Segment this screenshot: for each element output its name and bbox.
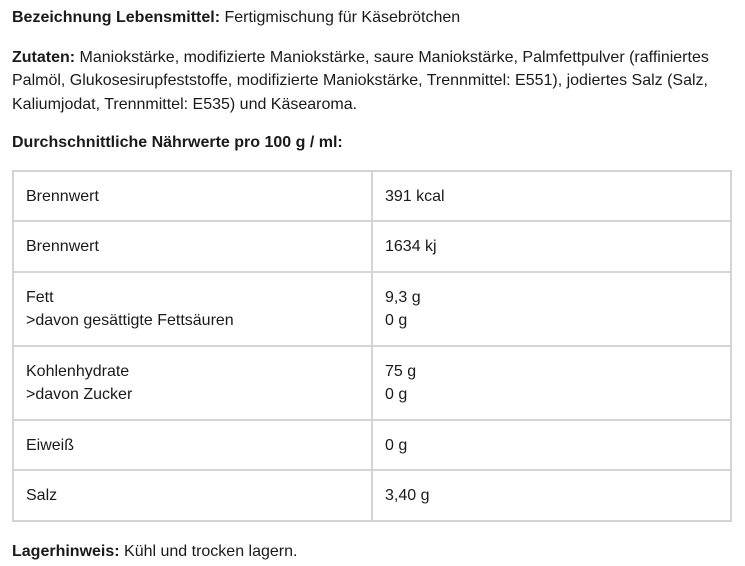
nutrient-label: Kohlenhydrate — [26, 362, 130, 380]
nutrient-value: 0 g — [372, 420, 731, 471]
table-row — [13, 171, 731, 222]
nutrient-value: 1634 kj — [372, 221, 731, 272]
nutrition-table — [12, 170, 732, 522]
table-row — [13, 346, 731, 420]
storage-value: Kühl und trocken lagern. — [119, 542, 298, 560]
ingredients-value: Maniokstärke, modifizierte Maniokstärke, saure Maniokstärke, Palmfettpulver (raffiniertes Palmöl, Glukosesirupfeststoffe, modifizierte Maniokstärke, Trennmittel: E551), jodiertes Salz (Salz, Kaliumjodat, Trennmittel: E535) und Käsearoma. — [12, 48, 709, 113]
nutrient-label-cell — [13, 346, 372, 420]
nutrient-label-cell — [13, 272, 372, 346]
nutrient-label: Brennwert — [13, 221, 372, 272]
product-name-value: Fertigmischung für Käsebrötchen — [220, 9, 461, 26]
nutrient-label: Fett — [26, 288, 54, 306]
nutrient-sub-label: >davon gesättigte Fettsäuren — [26, 312, 234, 329]
nutrient-sub-value: 0 g — [385, 386, 408, 403]
nutrient-value: 9,3 g — [385, 288, 421, 306]
nutrient-value-cell — [372, 272, 731, 346]
nutrient-value-cell — [372, 346, 731, 420]
nutrient-value: 75 g — [385, 362, 417, 380]
ingredients-label: Zutaten: — [12, 48, 76, 66]
table-row — [13, 420, 731, 471]
nutrient-value: 3,40 g — [372, 470, 731, 521]
storage-label: Lagerhinweis: — [12, 542, 120, 560]
nutrition-heading: Durchschnittliche Nährwerte pro 100 g / ml: — [12, 134, 343, 151]
table-row — [13, 221, 731, 272]
table-row — [13, 272, 731, 346]
ingredients-paragraph — [12, 46, 733, 117]
product-name-label: Bezeichnung Lebensmittel: — [12, 9, 221, 26]
nutrient-sub-label: >davon Zucker — [26, 386, 133, 403]
product-name-line — [12, 6, 733, 30]
storage-line — [12, 540, 733, 564]
nutrient-label: Salz — [13, 470, 372, 521]
nutrient-value: 391 kcal — [372, 171, 731, 222]
nutrient-sub-value: 0 g — [385, 312, 408, 329]
table-row — [13, 470, 731, 521]
nutrient-label: Brennwert — [13, 171, 372, 222]
nutrient-label: Eiweiß — [13, 420, 372, 471]
